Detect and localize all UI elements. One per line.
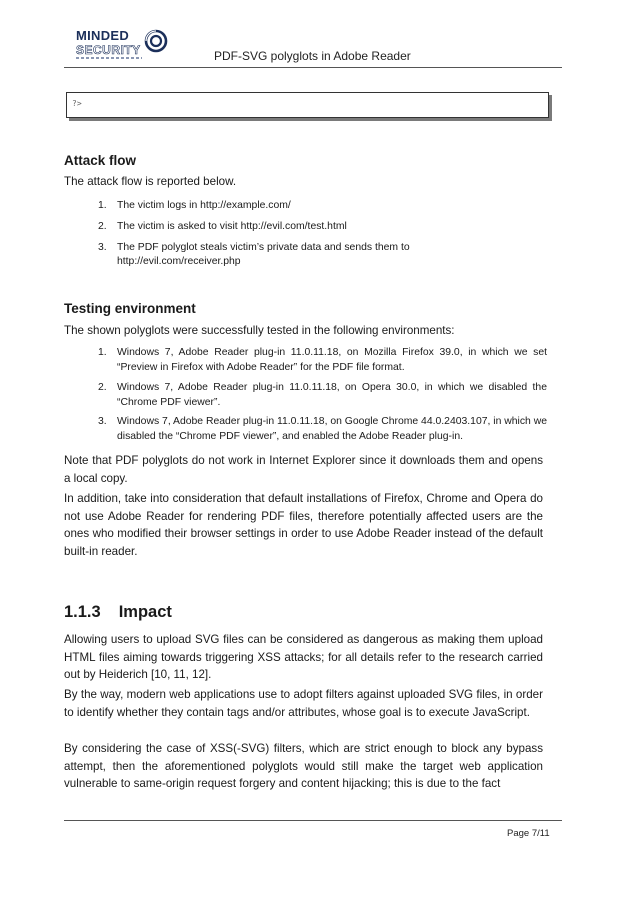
attack-flow-item-1-num: 1. xyxy=(98,200,107,211)
testing-item-2-num: 2. xyxy=(98,382,107,393)
testing-heading: Testing environment xyxy=(64,301,196,316)
impact-section-title: Impact xyxy=(118,603,172,621)
logo-tagline xyxy=(76,57,146,60)
impact-paragraph-1: Allowing users to upload SVG files can be considered as dangerous as making them upload HTML files aiming towards triggering XSS attacks; for all details refer to the research carried out by Heiderich [10, 11, 12]. xyxy=(64,633,543,681)
impact-section-number: 1.1.3 xyxy=(64,603,101,621)
code-box xyxy=(66,92,549,118)
logo-line-1: MINDED xyxy=(76,28,130,43)
impact-paragraph-3: By considering the case of XSS(-SVG) filters, which are strict enough to block any bypass attempt, then the aforementioned polyglots would still make the target web application vulnerable to same-origin request forgery and content hijacking; this is due to the fact xyxy=(64,742,543,790)
testing-item-3-num: 3. xyxy=(98,416,107,427)
attack-flow-item-3-line-2: http://evil.com/receiver.php xyxy=(117,256,241,267)
impact-heading xyxy=(64,603,172,622)
code-text: ?> xyxy=(72,99,82,108)
testing-item-1: Windows 7, Adobe Reader plug-in 11.0.11.18, on Mozilla Firefox 39.0, in which we set “Preview in Firefox with Adobe Reader” for the PDF file format. xyxy=(117,347,547,373)
logo-swirl-icon xyxy=(144,29,168,53)
testing-intro: The shown polyglots were successfully tested in the following environments: xyxy=(64,324,455,337)
footer-rule xyxy=(64,820,562,821)
minded-security-logo xyxy=(76,26,170,64)
testing-addition: In addition, take into consideration that default installations of Firefox, Chrome and Opera do not use Adobe Reader for rendering PDF files, therefore potentially affected users are the ones who modified their browser settings in order to use Adobe Reader instead of the default built-in reader. xyxy=(64,492,543,558)
attack-flow-item-1: The victim logs in http://example.com/ xyxy=(117,200,291,211)
attack-flow-intro: The attack flow is reported below. xyxy=(64,175,237,188)
attack-flow-item-2-num: 2. xyxy=(98,221,107,232)
testing-item-3: Windows 7, Adobe Reader plug-in 11.0.11.18, on Google Chrome 44.0.2403.107, in which we disabled the “Chrome PDF viewer”, and enabled the Adobe Reader plug-in. xyxy=(117,416,547,442)
logo-line-2: SECURITY xyxy=(76,43,141,57)
testing-item-2: Windows 7, Adobe Reader plug-in 11.0.11.18, on Opera 30.0, in which we disabled the “Chrome PDF viewer”. xyxy=(117,382,547,408)
testing-item-1-num: 1. xyxy=(98,347,107,358)
testing-note: Note that PDF polyglots do not work in Internet Explorer since it downloads them and opens a local copy. xyxy=(64,454,543,485)
header-title: PDF-SVG polyglots in Adobe Reader xyxy=(214,49,411,63)
attack-flow-item-2: The victim is asked to visit http://evil.com/test.html xyxy=(117,221,347,232)
header-rule xyxy=(64,67,562,68)
page-number: Page 7/11 xyxy=(507,828,550,839)
attack-flow-item-3-line-1: The PDF polyglot steals victim’s private data and sends them to xyxy=(117,242,410,253)
impact-paragraph-2: By the way, modern web applications use to adopt filters against uploaded SVG files, in order to identify whether they contain tags and/or attributes, whose goal is to execute JavaScript. xyxy=(64,688,543,719)
attack-flow-heading: Attack flow xyxy=(64,153,137,168)
attack-flow-item-3-num: 3. xyxy=(98,242,107,253)
